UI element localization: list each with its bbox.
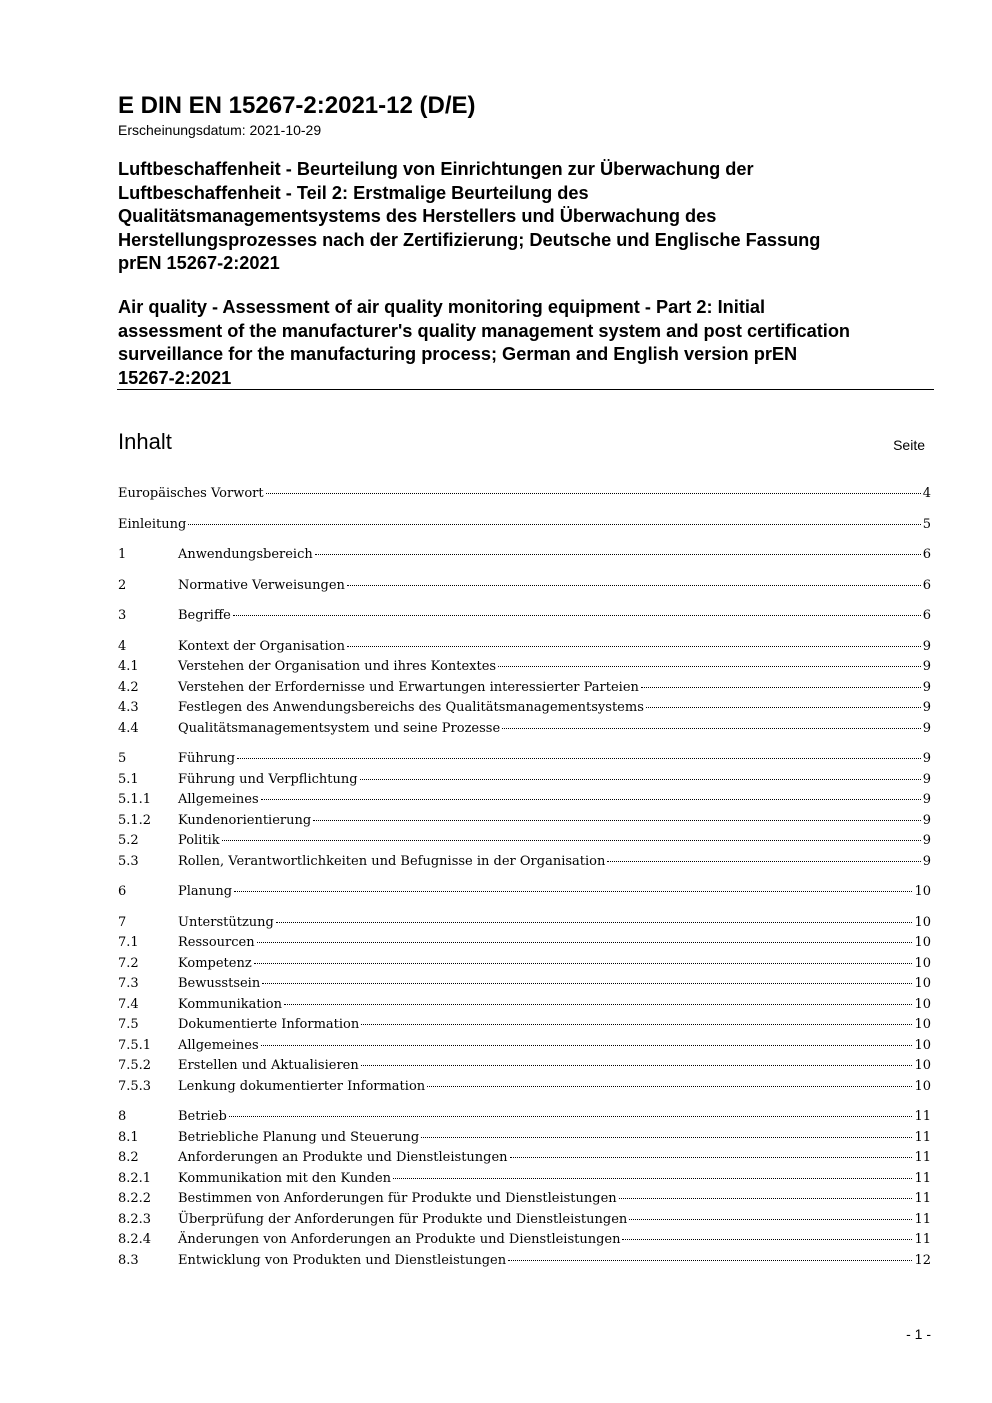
toc-dot-leader — [427, 1086, 912, 1087]
toc-entry-page: 9 — [922, 638, 931, 654]
toc-entry[interactable] — [118, 659, 931, 680]
toc-entry-number: 7.1 — [118, 935, 139, 950]
toc-entry-page: 6 — [922, 608, 931, 623]
toc-entry-number: 5 — [118, 751, 127, 766]
toc-dot-leader — [421, 1137, 912, 1138]
toc-entry-page: 11 — [914, 1150, 931, 1165]
toc-entry-number: 5.2 — [118, 833, 139, 848]
toc-entry-title: Änderungen von Anforderungen an Produkte und Dienstleistungen — [178, 1232, 621, 1247]
title-german-line: Luftbeschaffenheit - Teil 2: Erstmalige Beurteilung des — [118, 182, 589, 203]
toc-entry-page: 10 — [914, 935, 931, 950]
toc-entry[interactable] — [118, 997, 931, 1018]
toc-entry-title: Betrieb — [178, 1109, 227, 1124]
toc-entry[interactable] — [118, 792, 931, 813]
toc-entry[interactable] — [118, 680, 931, 701]
toc-entry-number: 8.2.1 — [118, 1170, 152, 1186]
toc-entry[interactable] — [118, 517, 931, 538]
toc-entry-title: Allgemeines — [178, 1037, 259, 1053]
toc-entry-number: 7.5.2 — [118, 1058, 152, 1073]
toc-entry-title: Festlegen des Anwendungsbereichs des Qualitätsmanagementsystems — [178, 700, 644, 715]
title-english-line: surveillance for the manufacturing process; German and English version prEN — [118, 344, 798, 364]
toc-entry[interactable] — [118, 721, 931, 742]
title-english — [118, 296, 938, 390]
toc-entry-number: 8.2.4 — [118, 1232, 152, 1247]
document-id: E DIN EN 15267-2:2021-12 (D/E) — [118, 92, 476, 119]
toc-entry-page: 9 — [922, 853, 931, 869]
toc-entry-title: Allgemeines — [178, 792, 259, 807]
toc-entry[interactable] — [118, 578, 931, 599]
toc-entry-title: Lenkung dokumentierter Information — [178, 1078, 426, 1094]
toc-entry-page: 5 — [922, 516, 931, 532]
toc-entry-title: Qualitätsmanagementsystem und seine Prozesse — [178, 720, 501, 736]
toc-entry-number: 4.1 — [118, 659, 139, 674]
toc-entry-page: 10 — [914, 996, 931, 1012]
toc-entry-number: 4.2 — [118, 679, 139, 695]
toc-entry-number: 1 — [118, 547, 127, 562]
toc-entry[interactable] — [118, 547, 931, 568]
toc-entry[interactable] — [118, 772, 931, 793]
toc-entry-number: 8.3 — [118, 1252, 139, 1268]
page-number: - 1 - — [906, 1326, 931, 1342]
toc-entry-page: 10 — [914, 1037, 931, 1053]
toc-dot-leader — [360, 779, 921, 780]
table-of-contents — [118, 486, 931, 1273]
title-english-line: 15267-2:2021 — [118, 367, 232, 388]
toc-entry[interactable] — [118, 813, 931, 834]
toc-entry-title: Dokumentierte Information — [178, 1017, 360, 1032]
toc-entry[interactable] — [118, 833, 931, 854]
toc-dot-leader — [313, 820, 921, 821]
toc-entry-number: 8 — [118, 1109, 127, 1124]
toc-entry-page: 10 — [914, 976, 931, 991]
toc-entry-title: Verstehen der Erfordernisse und Erwartungen interessierter Parteien — [178, 679, 639, 695]
toc-entry-page: 9 — [922, 771, 931, 787]
toc-entry-number: 3 — [118, 608, 127, 623]
toc-entry-page: 10 — [914, 884, 931, 899]
toc-entry-title: Anforderungen an Produkte und Dienstleistungen — [178, 1150, 508, 1165]
toc-entry[interactable] — [118, 1058, 931, 1079]
toc-entry-title: Bestimmen von Anforderungen für Produkte und Dienstleistungen — [178, 1191, 617, 1206]
toc-entry-page: 9 — [922, 792, 931, 807]
toc-dot-leader — [607, 861, 920, 862]
toc-entry-number: 4.4 — [118, 720, 139, 736]
toc-entry-number: 4 — [118, 638, 127, 654]
toc-entry-page: 9 — [922, 833, 931, 848]
toc-entry[interactable] — [118, 935, 931, 956]
toc-entry-page: 6 — [922, 577, 931, 593]
toc-entry[interactable] — [118, 639, 931, 660]
toc-entry-title: Begriffe — [178, 608, 231, 623]
toc-dot-leader — [508, 1260, 912, 1261]
toc-entry-number: 7.5.3 — [118, 1078, 152, 1094]
toc-entry-number: 7.5 — [118, 1017, 139, 1032]
toc-entry-title: Unterstützung — [178, 914, 274, 930]
toc-dot-leader — [510, 1157, 913, 1158]
toc-entry-title: Betriebliche Planung und Steuerung — [178, 1129, 420, 1145]
publication-date: Erscheinungsdatum: 2021-10-29 — [118, 122, 322, 138]
toc-dot-leader — [237, 758, 921, 759]
toc-entry-title: Einleitung — [118, 516, 187, 532]
toc-dot-leader — [233, 615, 921, 616]
toc-entry-page: 9 — [922, 720, 931, 736]
toc-entry-title: Europäisches Vorwort — [118, 486, 264, 501]
toc-entry-number: 5.1.2 — [118, 812, 152, 828]
toc-entry[interactable] — [118, 700, 931, 721]
toc-dot-leader — [276, 922, 913, 923]
toc-dot-leader — [361, 1024, 912, 1025]
toc-entry-page: 11 — [914, 1129, 931, 1145]
header-divider — [117, 389, 934, 390]
toc-entry[interactable] — [118, 608, 931, 629]
toc-entry-title: Entwicklung von Produkten und Dienstleistungen — [178, 1252, 507, 1268]
toc-entry-number: 7 — [118, 914, 127, 930]
toc-entry-page: 12 — [914, 1252, 931, 1268]
toc-entry-page: 10 — [914, 1017, 931, 1032]
toc-dot-leader — [498, 666, 921, 667]
toc-entry[interactable] — [118, 854, 931, 875]
toc-entry-title: Planung — [178, 884, 233, 899]
toc-entry-number: 7.4 — [118, 996, 139, 1012]
toc-dot-leader — [261, 799, 921, 800]
toc-entry-title: Anwendungsbereich — [178, 547, 313, 562]
toc-entry[interactable] — [118, 1079, 931, 1100]
toc-entry[interactable] — [118, 1171, 931, 1192]
title-english-line: Air quality - Assessment of air quality monitoring equipment - Part 2: Initial — [118, 297, 766, 317]
toc-dot-leader — [361, 1065, 913, 1066]
toc-entry[interactable] — [118, 1253, 931, 1274]
toc-entry-title: Führung — [178, 751, 236, 766]
toc-entry-number: 8.2 — [118, 1150, 139, 1165]
toc-entry-title: Kommunikation mit den Kunden — [178, 1170, 392, 1186]
toc-entry-title: Politik — [178, 833, 220, 848]
toc-entry-number: 5.3 — [118, 853, 139, 869]
toc-dot-leader — [261, 1045, 913, 1046]
toc-entry-page: 10 — [914, 1078, 931, 1094]
toc-entry-title: Kompetenz — [178, 955, 252, 971]
toc-entry-number: 8.2.3 — [118, 1211, 152, 1227]
toc-heading: Inhalt — [118, 429, 172, 454]
toc-dot-leader — [315, 554, 921, 555]
toc-dot-leader — [266, 493, 921, 494]
toc-entry-title: Erstellen und Aktualisieren — [178, 1058, 359, 1073]
toc-entry-number: 7.3 — [118, 976, 139, 991]
toc-entry-page: 11 — [914, 1109, 931, 1124]
toc-dot-leader — [257, 942, 913, 943]
toc-entry-page: 9 — [922, 679, 931, 695]
toc-dot-leader — [347, 646, 921, 647]
toc-entry-title: Kontext der Organisation — [178, 638, 346, 654]
toc-dot-leader — [646, 707, 921, 708]
toc-dot-leader — [234, 891, 912, 892]
toc-entry-title: Kommunikation — [178, 996, 282, 1012]
toc-entry[interactable] — [118, 915, 931, 936]
toc-entry-page: 9 — [922, 751, 931, 766]
title-german-line: Qualitätsmanagementsystems des Herstellers und Überwachung des — [118, 206, 717, 226]
toc-entry[interactable] — [118, 976, 931, 997]
toc-dot-leader — [284, 1004, 912, 1005]
toc-entry-number: 2 — [118, 577, 127, 593]
toc-entry-page: 11 — [914, 1170, 931, 1186]
toc-dot-leader — [629, 1219, 912, 1220]
toc-dot-leader — [502, 728, 921, 729]
toc-entry[interactable] — [118, 1191, 931, 1212]
toc-entry-title: Überprüfung der Anforderungen für Produkte und Dienstleistungen — [178, 1211, 628, 1227]
toc-entry-number: 7.5.1 — [118, 1037, 152, 1053]
toc-entry[interactable] — [118, 486, 931, 507]
title-german — [118, 158, 938, 276]
toc-dot-leader — [222, 840, 921, 841]
title-german-line: Herstellungsprozesses nach der Zertifizierung; Deutsche und Englische Fassung — [118, 229, 821, 250]
toc-entry[interactable] — [118, 1130, 931, 1151]
toc-entry-number: 7.2 — [118, 955, 139, 971]
toc-entry-number: 5.1 — [118, 771, 139, 787]
toc-entry[interactable] — [118, 751, 931, 772]
toc-entry-number: 6 — [118, 884, 127, 899]
toc-entry-title: Führung und Verpflichtung — [178, 771, 358, 787]
toc-entry-number: 4.3 — [118, 700, 139, 715]
toc-entry-number: 5.1.1 — [118, 792, 152, 807]
toc-entry-page: 10 — [914, 1058, 931, 1073]
toc-entry[interactable] — [118, 884, 931, 905]
toc-entry-page: 11 — [914, 1211, 931, 1227]
toc-entry[interactable] — [118, 956, 931, 977]
toc-entry[interactable] — [118, 1017, 931, 1038]
toc-entry-page: 9 — [922, 659, 931, 674]
toc-entry-number: 8.2.2 — [118, 1191, 152, 1206]
toc-entry-page: 11 — [914, 1191, 931, 1206]
toc-entry-page: 11 — [914, 1232, 931, 1247]
toc-entry[interactable] — [118, 1150, 931, 1171]
toc-dot-leader — [188, 524, 920, 525]
toc-dot-leader — [254, 963, 913, 964]
toc-entry-title: Kundenorientierung — [178, 812, 312, 828]
toc-dot-leader — [641, 687, 921, 688]
toc-dot-leader — [393, 1178, 912, 1179]
title-german-line: prEN 15267-2:2021 — [118, 253, 280, 273]
toc-entry[interactable] — [118, 1109, 931, 1130]
toc-entry-page: 9 — [922, 700, 931, 715]
toc-entry-page: 6 — [922, 547, 931, 562]
toc-entry-title: Verstehen der Organisation und ihres Kontextes — [178, 659, 497, 674]
toc-entry-title: Ressourcen — [178, 935, 255, 950]
toc-dot-leader — [347, 585, 921, 586]
toc-entry-page: 4 — [922, 486, 931, 501]
toc-entry-page: 10 — [914, 955, 931, 971]
title-german-line: Luftbeschaffenheit - Beurteilung von Einrichtungen zur Überwachung der — [118, 159, 754, 179]
toc-entry[interactable] — [118, 1038, 931, 1059]
toc-entry-number: 8.1 — [118, 1129, 139, 1145]
toc-entry[interactable] — [118, 1212, 931, 1233]
toc-dot-leader — [622, 1239, 912, 1240]
toc-entry-page: 10 — [914, 914, 931, 930]
toc-entry-title: Rollen, Verantwortlichkeiten und Befugnisse in der Organisation — [178, 853, 606, 869]
toc-entry[interactable] — [118, 1232, 931, 1253]
toc-page-label: Seite — [893, 437, 925, 453]
toc-dot-leader — [229, 1116, 913, 1117]
toc-entry-page: 9 — [922, 812, 931, 828]
toc-entry-title: Normative Verweisungen — [178, 577, 345, 593]
title-english-line: assessment of the manufacturer's quality management system and post certification — [118, 320, 851, 341]
toc-entry-title: Bewusstsein — [178, 976, 261, 991]
toc-dot-leader — [262, 983, 912, 984]
toc-dot-leader — [619, 1198, 913, 1199]
